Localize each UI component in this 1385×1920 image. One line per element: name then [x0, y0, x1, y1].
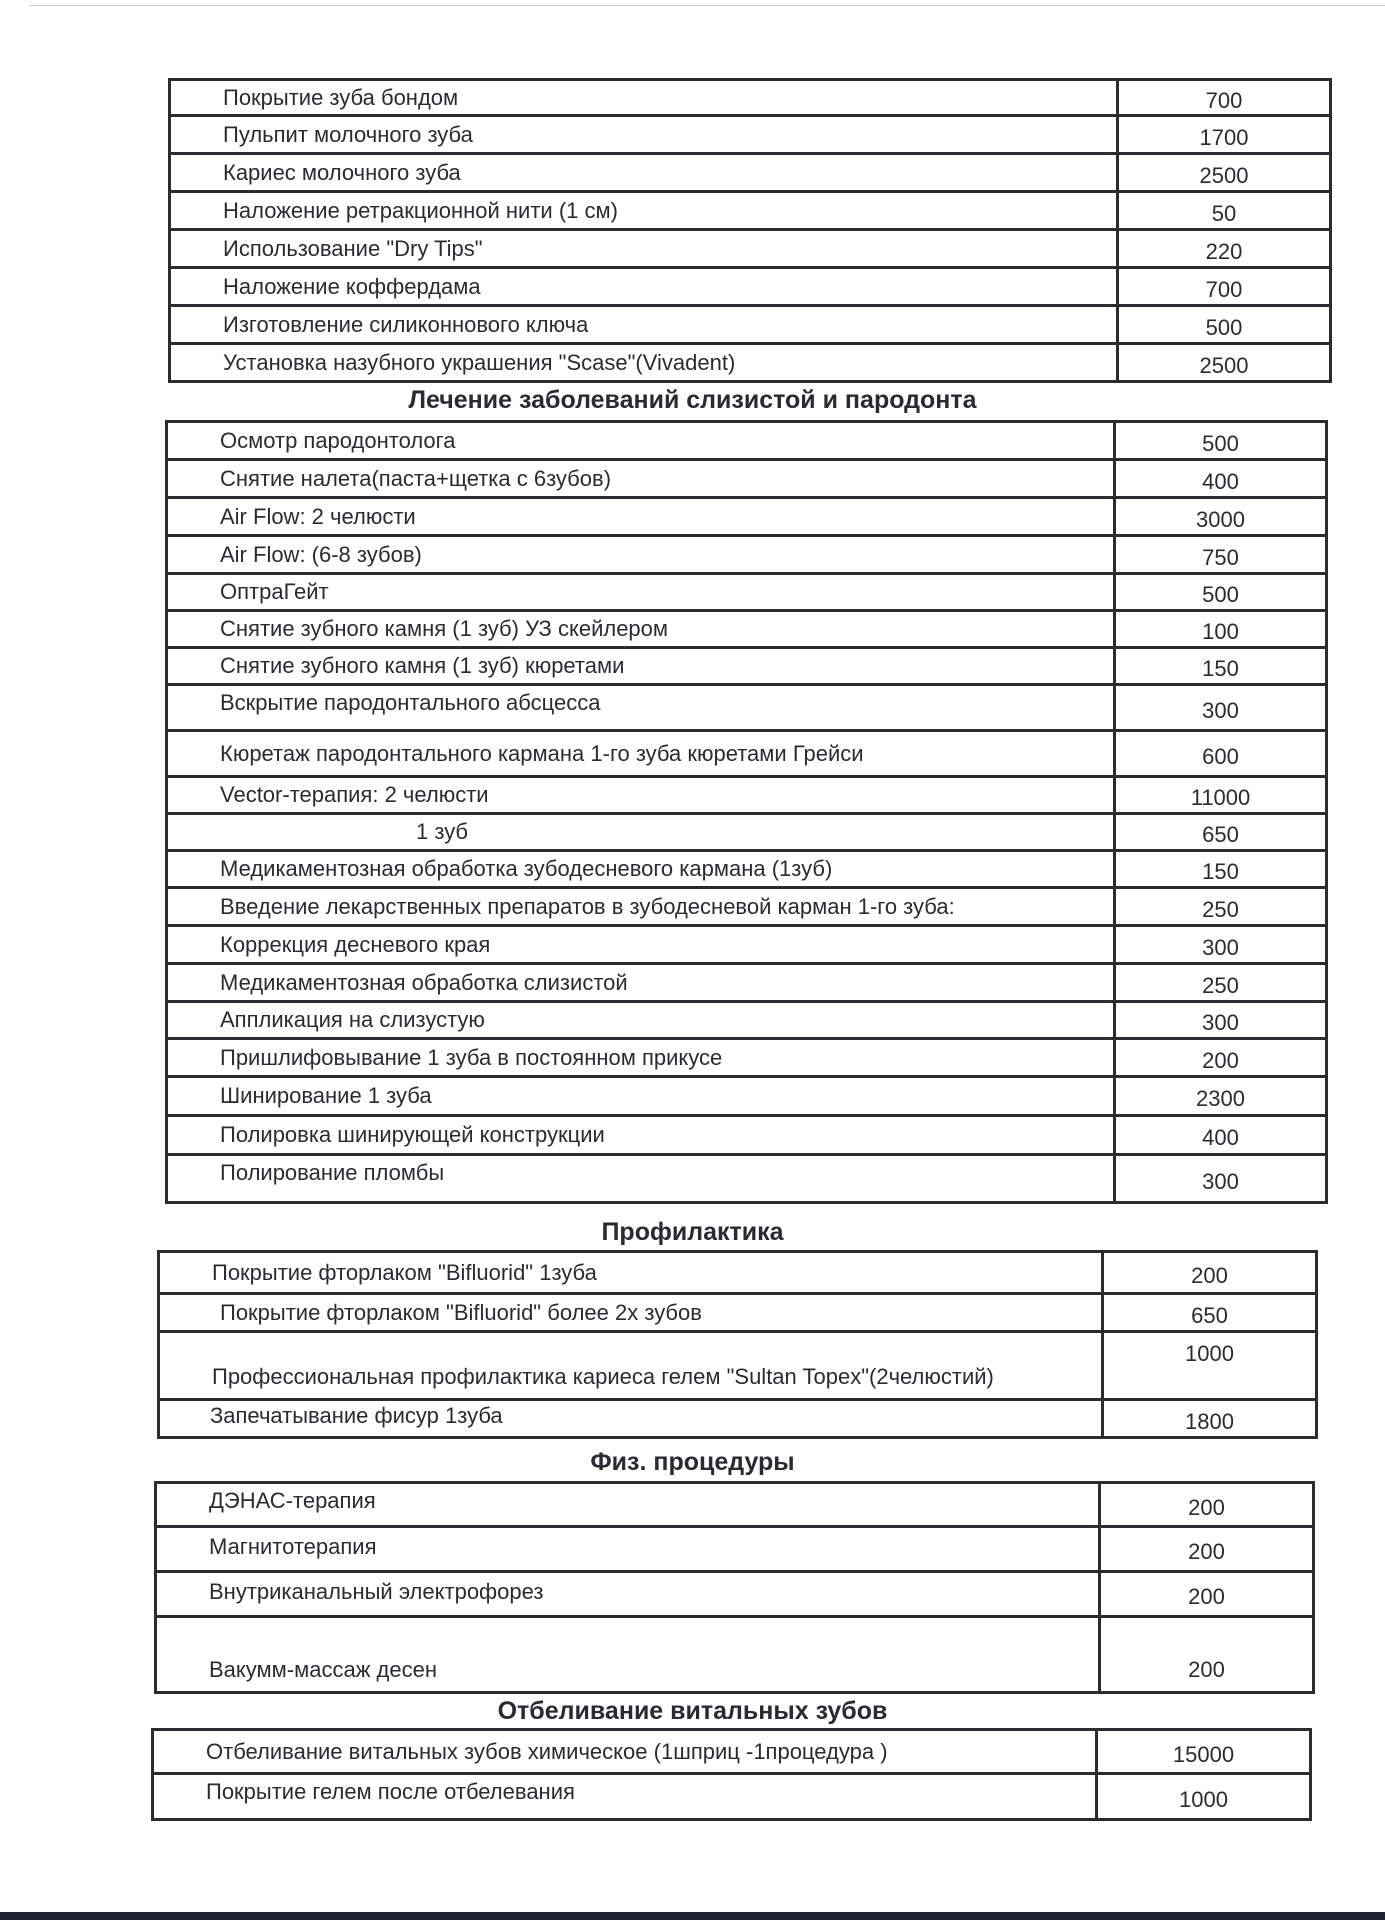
service-price: 2500	[1118, 344, 1331, 382]
service-price: 200	[1115, 1039, 1327, 1077]
service-price: 300	[1115, 1002, 1327, 1039]
table-row	[167, 498, 1327, 536]
service-price: 250	[1115, 888, 1327, 926]
section-title-whitening: Отбеливание витальных зубов	[497, 1697, 888, 1725]
table-row	[159, 1400, 1317, 1438]
scan-edge-line	[30, 5, 1385, 6]
service-name: ОптраГейт	[167, 574, 1115, 611]
service-price: 650	[1103, 1294, 1317, 1332]
section-title-periodontal: Лечение заболеваний слизистой и пародонта	[408, 386, 977, 414]
table-row	[156, 1617, 1314, 1693]
table-row	[167, 536, 1327, 574]
service-name: Кариес молочного зуба	[170, 154, 1118, 192]
service-name: Аппликация на слизустую	[167, 1002, 1115, 1039]
service-price: 200	[1100, 1527, 1314, 1572]
service-price: 150	[1115, 648, 1327, 685]
service-name: Vector-терапия: 2 челюсти	[167, 777, 1115, 814]
table-row	[167, 926, 1327, 964]
service-name: Кюретаж пародонтального кармана 1-го зуба кюретами Грейси	[167, 731, 1115, 777]
service-name: ДЭНАС-терапия	[156, 1483, 1100, 1527]
service-price: 1000	[1103, 1332, 1317, 1400]
table-row	[167, 888, 1327, 926]
service-name: Медикаментозная обработка слизистой	[167, 964, 1115, 1002]
service-name: Магнитотерапия	[156, 1527, 1100, 1572]
table-row	[167, 1116, 1327, 1155]
table-row	[170, 116, 1331, 154]
table-row	[153, 1730, 1311, 1774]
service-name: Air Flow: 2 челюсти	[167, 498, 1115, 536]
service-price: 750	[1115, 536, 1327, 574]
table-row	[167, 685, 1327, 731]
service-name: Пульпит молочного зуба	[170, 116, 1118, 154]
service-price: 700	[1118, 80, 1331, 116]
service-price: 200	[1100, 1483, 1314, 1527]
price-table-physio	[154, 1481, 1315, 1694]
service-price: 2500	[1118, 154, 1331, 192]
service-name: Запечатывание фисур 1зуба	[159, 1400, 1103, 1438]
service-price: 400	[1115, 1116, 1327, 1155]
table-row	[156, 1572, 1314, 1617]
table-row	[167, 1155, 1327, 1203]
table-row	[159, 1332, 1317, 1400]
service-name: Профессиональная профилактика кариеса гелем "Sultan Topex"(2челюстий)	[159, 1332, 1103, 1400]
service-name: Снятие зубного камня (1 зуб) кюретами	[167, 648, 1115, 685]
service-name: Пришлифовывание 1 зуба в постоянном прикусе	[167, 1039, 1115, 1077]
service-name: Покрытие зуба бондом	[170, 80, 1118, 116]
service-name: Снятие зубного камня (1 зуб) УЗ скейлером	[167, 611, 1115, 648]
table-row	[167, 964, 1327, 1002]
table-row	[156, 1483, 1314, 1527]
service-price: 300	[1115, 926, 1327, 964]
service-price: 2300	[1115, 1077, 1327, 1116]
service-price: 15000	[1097, 1730, 1311, 1774]
service-price: 1800	[1103, 1400, 1317, 1438]
price-table-periodontal	[165, 420, 1328, 1204]
service-name: Полировка шинирующей конструкции	[167, 1116, 1115, 1155]
table-row	[170, 192, 1331, 230]
service-price: 300	[1115, 685, 1327, 731]
service-name: Вскрытие пародонтального абсцесса	[167, 685, 1115, 731]
table-row	[167, 1002, 1327, 1039]
table-row	[170, 80, 1331, 116]
service-price: 1000	[1097, 1774, 1311, 1820]
section-title-prevention: Профилактика	[601, 1218, 784, 1246]
service-price: 500	[1115, 422, 1327, 460]
service-price: 650	[1115, 814, 1327, 851]
service-name: Использование "Dry Tips"	[170, 230, 1118, 268]
service-name: Вакумм-массаж десен	[156, 1617, 1100, 1693]
table-row	[167, 460, 1327, 498]
service-price: 1700	[1118, 116, 1331, 154]
service-name: Снятие налета(паста+щетка с 6зубов)	[167, 460, 1115, 498]
service-price: 300	[1115, 1155, 1327, 1203]
table-row	[156, 1527, 1314, 1572]
service-price: 11000	[1115, 777, 1327, 814]
service-name: 1 зуб	[167, 814, 1115, 851]
service-name: Наложение коффердама	[170, 268, 1118, 306]
table-row	[167, 1039, 1327, 1077]
table-row	[167, 1077, 1327, 1116]
service-price: 50	[1118, 192, 1331, 230]
table-row	[167, 611, 1327, 648]
table-row	[170, 230, 1331, 268]
service-name: Покрытие фторлаком "Bifluorid" 1зуба	[159, 1252, 1103, 1294]
service-price: 600	[1115, 731, 1327, 777]
service-price: 500	[1118, 306, 1331, 344]
service-name: Введение лекарственных препаратов в зубодесневой карман 1-го зуба:	[167, 888, 1115, 926]
table-row	[167, 422, 1327, 460]
service-price: 200	[1103, 1252, 1317, 1294]
table-row	[170, 344, 1331, 382]
service-price: 150	[1115, 851, 1327, 888]
service-name: Внутриканальный электрофорез	[156, 1572, 1100, 1617]
service-price: 200	[1100, 1617, 1314, 1693]
service-name: Установка назубного украшения "Scase"(Vivadent)	[170, 344, 1118, 382]
service-price: 250	[1115, 964, 1327, 1002]
section-title-physio: Физ. процедуры	[590, 1448, 795, 1476]
table-row	[153, 1774, 1311, 1820]
table-row	[167, 731, 1327, 777]
scan-bottom-edge	[0, 1912, 1385, 1920]
table-row	[167, 814, 1327, 851]
service-price: 3000	[1115, 498, 1327, 536]
service-name: Осмотр пародонтолога	[167, 422, 1115, 460]
table-row	[170, 306, 1331, 344]
service-price: 400	[1115, 460, 1327, 498]
table-row	[167, 777, 1327, 814]
service-price: 100	[1115, 611, 1327, 648]
service-name: Отбеливание витальных зубов химическое (1шприц -1процедура )	[153, 1730, 1097, 1774]
table-row	[170, 154, 1331, 192]
price-table-prevention	[157, 1250, 1318, 1439]
table-row	[167, 648, 1327, 685]
service-name: Покрытие гелем после отбелевания	[153, 1774, 1097, 1820]
service-price: 200	[1100, 1572, 1314, 1617]
service-name: Air Flow: (6-8 зубов)	[167, 536, 1115, 574]
service-price: 500	[1115, 574, 1327, 611]
service-name: Покрытие фторлаком "Bifluorid" более 2х зубов	[159, 1294, 1103, 1332]
service-name: Коррекция десневого края	[167, 926, 1115, 964]
table-row	[167, 574, 1327, 611]
table-row	[167, 851, 1327, 888]
service-name: Наложение ретракционной нити (1 см)	[170, 192, 1118, 230]
service-name: Шинирование 1 зуба	[167, 1077, 1115, 1116]
service-price: 220	[1118, 230, 1331, 268]
price-table-whitening	[151, 1728, 1312, 1821]
service-name: Медикаментозная обработка зубодесневого кармана (1зуб)	[167, 851, 1115, 888]
price-table-general	[168, 78, 1332, 383]
service-name: Изготовление силиконнового ключа	[170, 306, 1118, 344]
table-row	[159, 1252, 1317, 1294]
table-row	[170, 268, 1331, 306]
service-price: 700	[1118, 268, 1331, 306]
service-name: Полирование пломбы	[167, 1155, 1115, 1203]
table-row	[159, 1294, 1317, 1332]
